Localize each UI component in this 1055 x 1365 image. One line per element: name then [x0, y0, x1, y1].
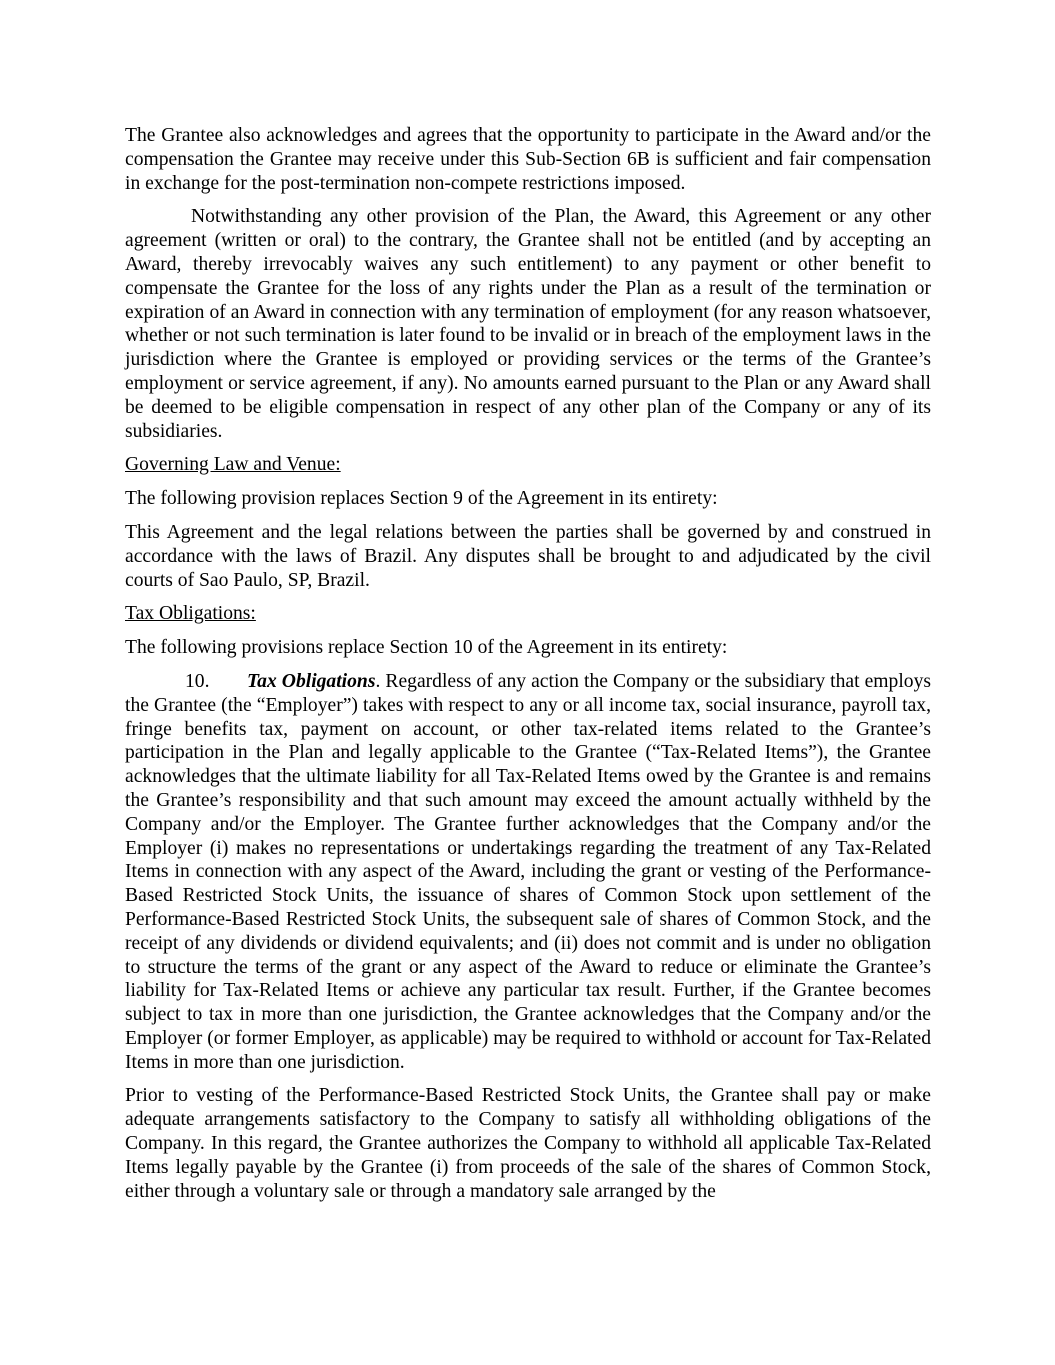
document-page [125, 124, 931, 1213]
paragraph-compensation-acknowledgment: The Grantee also acknowledges and agrees that the opportunity to participate in the Award and/or the compensation the Grantee may receive under this Sub-Section 6B is sufficient and fair compensation in exchange for the post-termination non-compete restrictions imposed. [125, 125, 931, 194]
paragraph-no-entitlement: Notwithstanding any other provision of the Plan, the Award, this Agreement or any other agreement (written or oral) to the contrary, the Grantee shall not be entitled (and by accepting an Award, thereby irrevocably waives any such entitlement) to any payment or other benefit to compensate the Grantee for the loss of any rights under the Plan as a result of the termination or expiration of an Award in connection with any termination of employment (for any reason whatsoever, whether or not such termination is later found to be invalid or in breach of the employment laws in the jurisdiction where the Grantee is employed or providing services or the terms of the Grantee’s employment or service agreement, if any). No amounts earned pursuant to the Plan or any Award shall be deemed to be eligible compensation in respect of any other plan of the Company or any of its subsidiaries. [125, 206, 931, 442]
paragraph-section-10 [125, 670, 931, 1075]
paragraph-section-10-intro: The following provisions replace Section 10 of the Agreement in its entirety: [125, 637, 728, 659]
section-number: 10. [185, 670, 210, 692]
paragraph-withholding: Prior to vesting of the Performance-Based Restricted Stock Units, the Grantee shall pay or make adequate arrangements satisfactory to the Company to satisfy all withholding obligations of the Company. In this regard, the Grantee authorizes the Company to withhold all applicable Tax-Related Items legally payable by the Grantee (i) from proceeds of the sale of the shares of Common Stock, either through a voluntary sale or through a mandatory sale arranged by the [125, 1085, 931, 1202]
heading-governing-law: Governing Law and Venue: [125, 454, 341, 476]
section-title: Tax Obligations [247, 670, 376, 692]
section-body: . Regardless of any action the Company or the subsidiary that employs the Grantee (the “Employer”) takes with respect to any or all income tax, social insurance, payroll tax, fringe benefits tax, payment on account, or other tax-related items related to the Grantee’s participation in the Plan and legally applicable to the Grantee (“Tax-Related Items”), the Grantee acknowledges that the ultimate liability for all Tax-Related Items owed by the Grantee is and remains the Grantee’s responsibility and that such amount may exceed the amount actually withheld by the Company and/or the Employer. The Grantee further acknowledges that the Company and/or the Employer (i) makes no representations or undertakings regarding the treatment of any Tax-Related Items in connection with any aspect of the Award, including the grant or vesting of the Performance-Based Restricted Stock Units, the issuance of shares of Common Stock upon settlement of the Performance-Based Restricted Stock Units, the subsequent sale of shares of Common Stock, and the receipt of any dividends or dividend equivalents; and (ii) does not commit and is under no obligation to structure the terms of the grant or any aspect of the Award to reduce or eliminate the Grantee’s liability for Tax-Related Items or achieve any particular tax result. Further, if the Grantee becomes subject to tax in more than one jurisdiction, the Grantee acknowledges that the Company and/or the Employer (or former Employer, as applicable) may be required to withhold or account for Tax-Related Items in more than one jurisdiction. [125, 670, 931, 1073]
paragraph-section-9-intro: The following provision replaces Section 9 of the Agreement in its entirety: [125, 488, 718, 510]
heading-tax-obligations: Tax Obligations: [125, 603, 256, 625]
paragraph-governing-law: This Agreement and the legal relations between the parties shall be governed by and construed in accordance with the laws of Brazil. Any disputes shall be brought to and adjudicated by the civil courts of Sao Paulo, SP, Brazil. [125, 521, 931, 591]
